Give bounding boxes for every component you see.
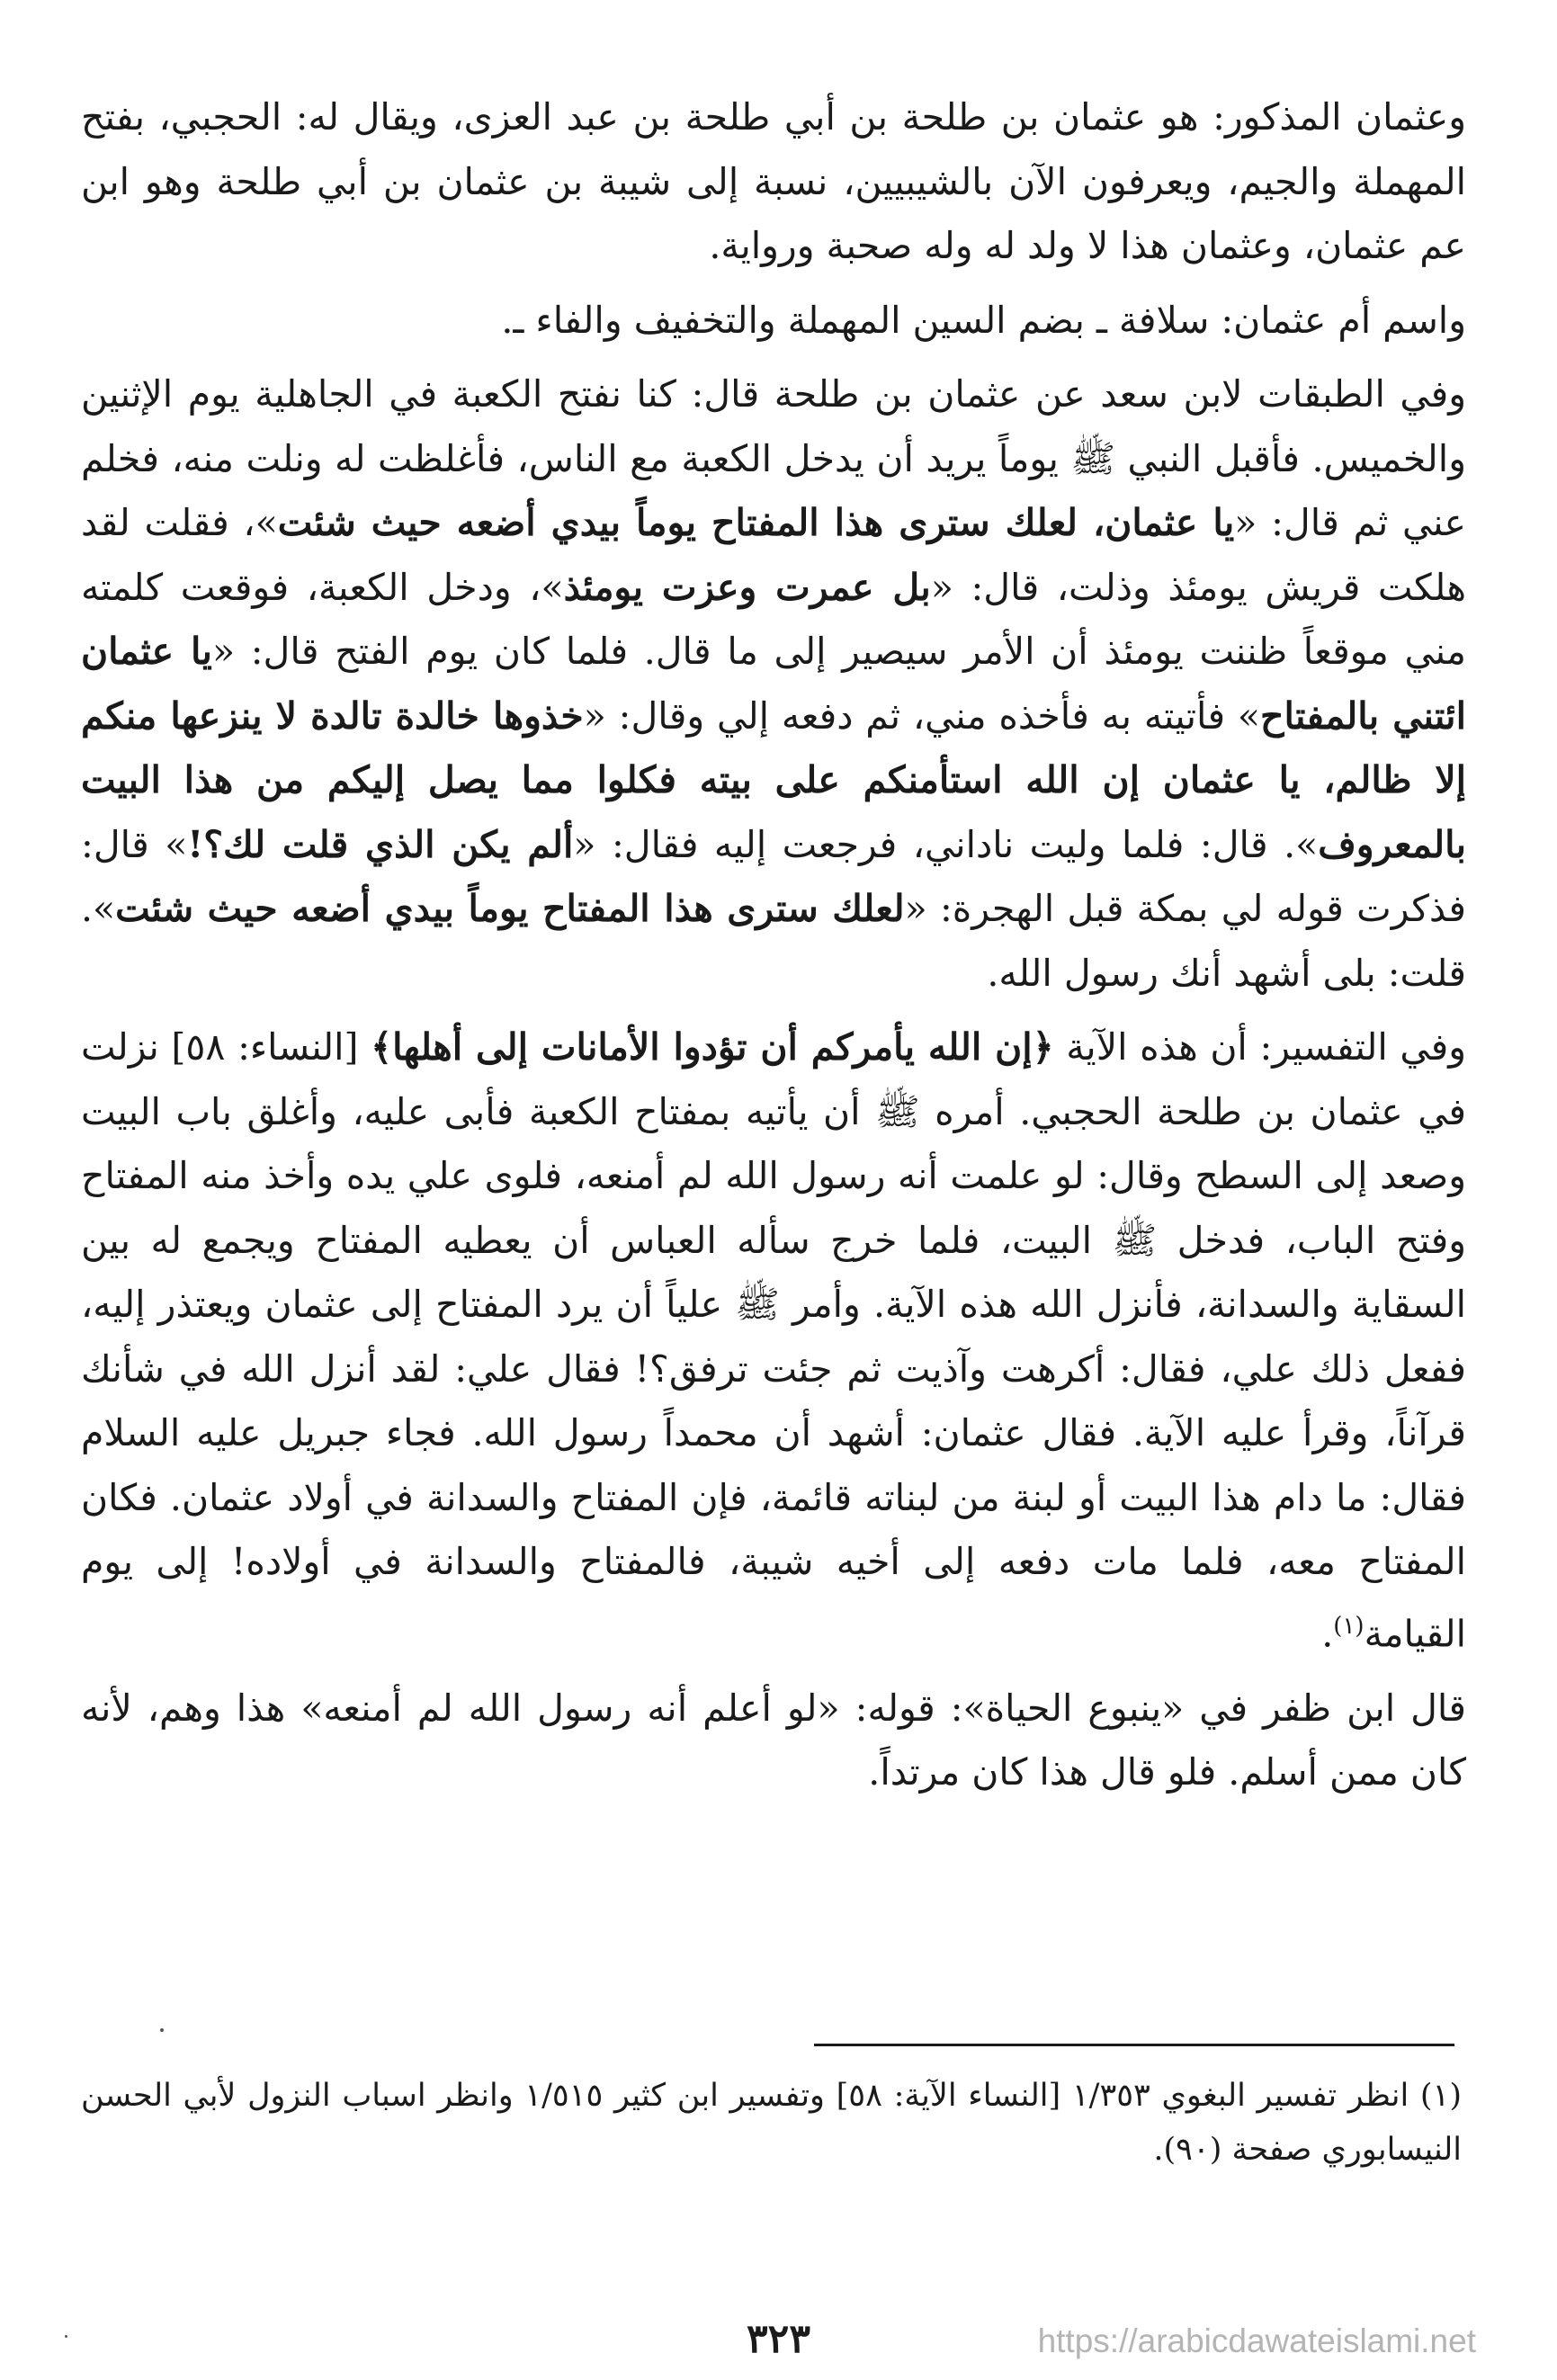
watermark-url: https://arabicdawateislami.net: [1037, 2322, 1476, 2359]
quote-bold: لعلك سترى هذا المفتاح يوماً بيدي أضعه حيث شئت: [115, 887, 905, 930]
footnote-reference: (١): [1333, 1612, 1365, 1640]
scan-speck: [65, 2335, 67, 2338]
paragraph-tafsir: [81, 1016, 1466, 1667]
quote-bold: خذوها خالدة تالدة لا ينزعها منكم إلا ظالم، يا عثمان إن الله استأمنكم على بيته فكلوا مما يصل إليكم من هذا البيت بالمعروف: [81, 693, 1467, 866]
quran-verse: ﴿إن الله يأمركم أن تؤدوا الأمانات إلى أهلها﴾: [371, 1025, 1054, 1069]
footnote-text: (١) انظر تفسير البغوي ١/٣٥٣ [النساء الآية: ٥٨] وتفسير ابن كثير ١/٥١٥ وانظر اسباب النزول لأبي الحسن النيسابوري صفحة (٩٠).: [81, 2078, 1463, 2168]
page-body: [81, 85, 1466, 1815]
text-run: ». قال: فلما وليت ناداني، فرجعت إليه فقال: «: [573, 822, 1319, 866]
quote-bold: يا عثمان ائتني بالمفتاح: [81, 630, 1466, 738]
page-number: ٣٢٣: [747, 2316, 810, 2362]
footnote-divider: [814, 2044, 1454, 2046]
paragraph-ibn-zafar: قال ابن ظفر في «ينبوع الحياة»: قوله: «لو أعلم أنه رسول الله لم أمنعه» هذا وهم، لأنه كان ممن أسلم. فلو قال هذا كان مرتداً.: [81, 1686, 1466, 1794]
text-run: » قال: فذكرت قوله لي بمكة قبل الهجرة: «: [81, 822, 1467, 930]
scan-speck: [160, 2028, 164, 2032]
paragraph-tabaqat: [81, 362, 1466, 1006]
text-run: وفي الطبقات لابن سعد عن عثمان بن طلحة قال: كنا نفتح الكعبة في الجاهلية يوم الإثنين والخميس. فأقبل النبي ﷺ يوماً يريد أن يدخل الكعبة مع الناس، فأغلظت له ونلت منه، فخلم عني ثم قال: «: [81, 372, 1466, 544]
text-run: [النساء: ٥٨] نزلت في عثمان بن طلحة الحجبي. أمره ﷺ أن يأتيه بمفتاح الكعبة فأبى عليه، وأغلق باب البيت وصعد إلى السطح وقال: لو علمت أنه رسول الله لم أمنعه، فلوى علي يده وأخذ منه المفتاح وفتح الباب، فدخل ﷺ البيت، فلما خرج سأله العباس أن يعطيه المفتاح ويجمع له بين السقاية والسدانة، فأنزل الله هذه الآية. وأمر ﷺ علياً أن يرد المفتاح إلى عثمان ويعتذر إليه، ففعل ذلك علي، فقال: أكرهت وآذيت ثم جئت ترفق؟! فقال علي: لقد أنزل الله في شأنك قرآناً، وقرأ عليه الآية. فقال عثمان: أشهد أن محمداً رسول الله. فجاء جبريل عليه السلام فقال: ما دام هذا البيت أو لبنة من لبناته قائمة، فإن المفتاح والسدانة في أولاد عثمان. فكان المفتاح معه، فلما مات دفعه إلى أخيه شيبة، فالمفتاح والسدانة في أولاده! إلى يوم القيامة: [81, 1025, 1466, 1656]
text-run: »، فقلت لقد هلكت قريش يومئذ وذلت، قال: «: [81, 501, 1466, 609]
text-run: »، ودخل الكعبة، فوقعت كلمته مني موقعاً ظننت يومئذ أن الأمر سيصير إلى ما قال. فلما كان يوم الفتح قال: «: [81, 565, 1466, 673]
paragraph-mother-name: واسم أم عثمان: سلافة ـ بضم السين المهملة والتخفيف والفاء ـ.: [501, 298, 1466, 342]
quote-bold: بل عمرت وعزت يومئذ: [563, 565, 931, 609]
text-run: وفي التفسير: أن هذه الآية: [1053, 1025, 1467, 1069]
quote-bold: ألم يكن الذي قلت لك؟!: [187, 822, 574, 866]
paragraph-uthman-lineage: وعثمان المذكور: هو عثمان بن طلحة بن أبي طلحة بن عبد العزى، ويقال له: الحجبي، بفتح المهملة والجيم، ويعرفون الآن بالشيبيين، نسبة إلى شيبة بن عثمان بن أبي طلحة وهو ابن عم عثمان، وعثمان هذا لا ولد له وله صحبة ورواية.: [81, 95, 1466, 267]
text-run: ». قلت: بلى أشهد أنك رسول الله.: [81, 887, 1466, 995]
quote-bold: يا عثمان، لعلك سترى هذا المفتاح يوماً بيدي أضعه حيث شئت: [277, 501, 1235, 544]
text-run: » فأتيته به فأخذه مني، ثم دفعه إلي وقال: «: [583, 693, 1261, 738]
text-run: .: [1321, 1612, 1334, 1656]
